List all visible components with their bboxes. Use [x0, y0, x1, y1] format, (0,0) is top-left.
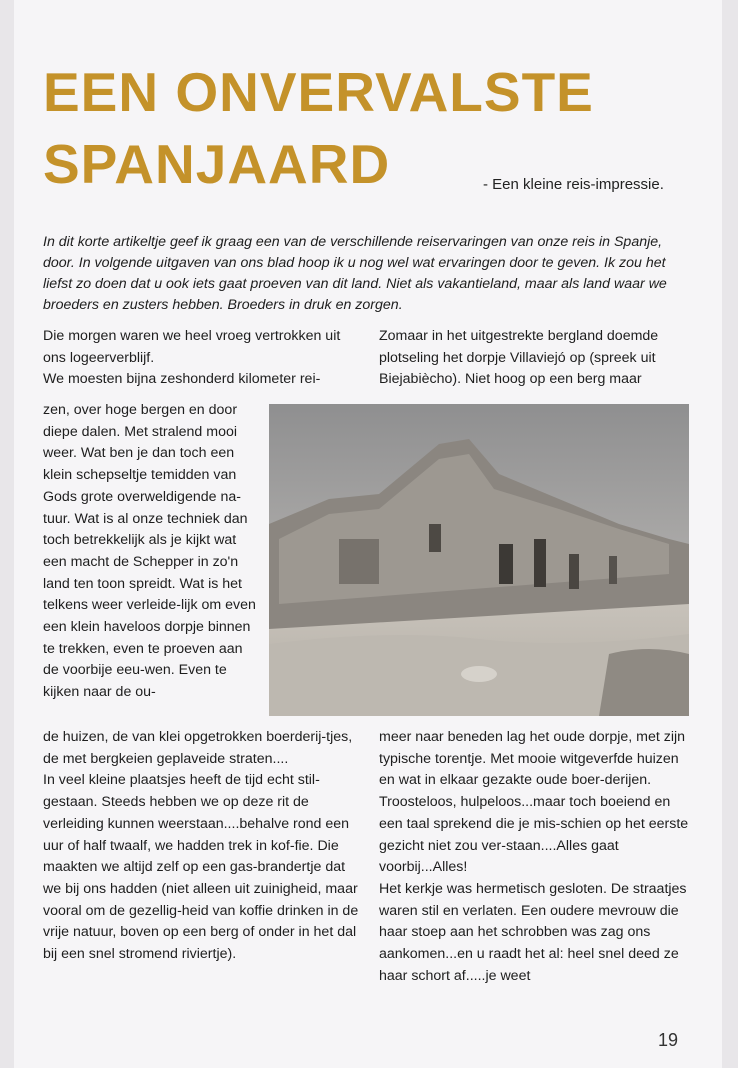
left-column-narrow	[43, 400, 261, 704]
title-line-2: SPANJAARD	[43, 133, 391, 195]
left-paragraph-2-start: We moesten bijna zeshonderd kilometer rei-	[43, 371, 321, 388]
article-subtitle: - Een kleine reis-impressie.	[483, 176, 664, 193]
left-paragraph-3: In veel kleine plaatsjes heeft de tijd echt stil-gestaan. Steeds hebben we op deze rit de verleiding kunnen weerstaan....behalve rond een uur of half twaalf, we hadden trek in kof-fie. Die maakten we altijd zelf op een gas-brandertje dat we bij ons hadden (niet alleen uit zuinigheid, maar vooral om de gezellig-heid van koffie drinken in de vrije natuur, boven op een berg of onder in het dal bij een snel stromend riviertje).	[43, 772, 359, 963]
intro-paragraph: In dit korte artikeltje geef ik graag een van de verschillende reiservaringen van onze reis in Spanje, door. In volgende uitgaven van ons blad hoop ik u nog wel wat ervaringen door te geven. Ik zou het liefst zo doen dat u ook iets gaat proeven van dit land. Niet als vakantieland, maar als land waar we broeders en zusters hebben. Broeders in druk en zorgen.	[43, 234, 667, 313]
page-number: 19	[658, 1030, 679, 1050]
right-column-top	[379, 326, 691, 391]
right-paragraph-2: Het kerkje was hermetisch gesloten. De straatjes waren stil en verlaten. Een oudere mevrouw die haar stoep aan het schrobben was zag ons aankomen...en u raadt het al: heel snel deed ze haar schort af.....je weet	[379, 880, 687, 984]
left-paragraph-2-end: de huizen, de van klei opgetrokken boerderij-tjes, de met bergkeien geplaveide straten....	[43, 729, 353, 767]
left-paragraph-1: Die morgen waren we heel vroeg vertrokken uit ons logeerverblijf.	[43, 328, 341, 366]
title-line-1: EEN ONVERVALSTE	[43, 61, 594, 123]
right-column-bottom	[379, 727, 691, 987]
right-paragraph-1-start: Zomaar in het uitgestrekte bergland doemde plotseling het dorpje Villaviejó op (spreek uit Biejabiècho). Niet hoog op een berg maar	[379, 328, 659, 388]
left-paragraph-narrow: zen, over hoge bergen en door diepe dalen. Met stralend mooi weer. Wat ben je dan toch een klein schepseltje temidden van Gods grote overweldigende na-tuur. Wat is al onze techniek dan toch betrekkelijk als je kijkt wat een macht de Schepper in zo'n land ten toon spreidt. Wat is het telkens weer verleide-lijk om even een klein haveloos dorpje binnen te trekken, even te proeven aan de voorbije eeu-wen. Even te kijken naar de ou-	[43, 402, 256, 701]
ruin-photo-graphic	[269, 404, 689, 716]
right-paragraph-1-end: meer naar beneden lag het oude dorpje, met zijn typische torentje. Met mooie witgeverfde huizen en wat in elkaar gezakte oude boer-derijen. Troosteloos, hulpeloos...maar toch boeiend en een taal sprekend die je mis-schien op het eerste gezicht niet zou ver-staan....Alles gaat voorbij...Alles!	[379, 729, 689, 876]
village-ruin-photo	[269, 404, 689, 716]
left-column-bottom	[43, 727, 361, 966]
left-column-top	[43, 326, 361, 391]
